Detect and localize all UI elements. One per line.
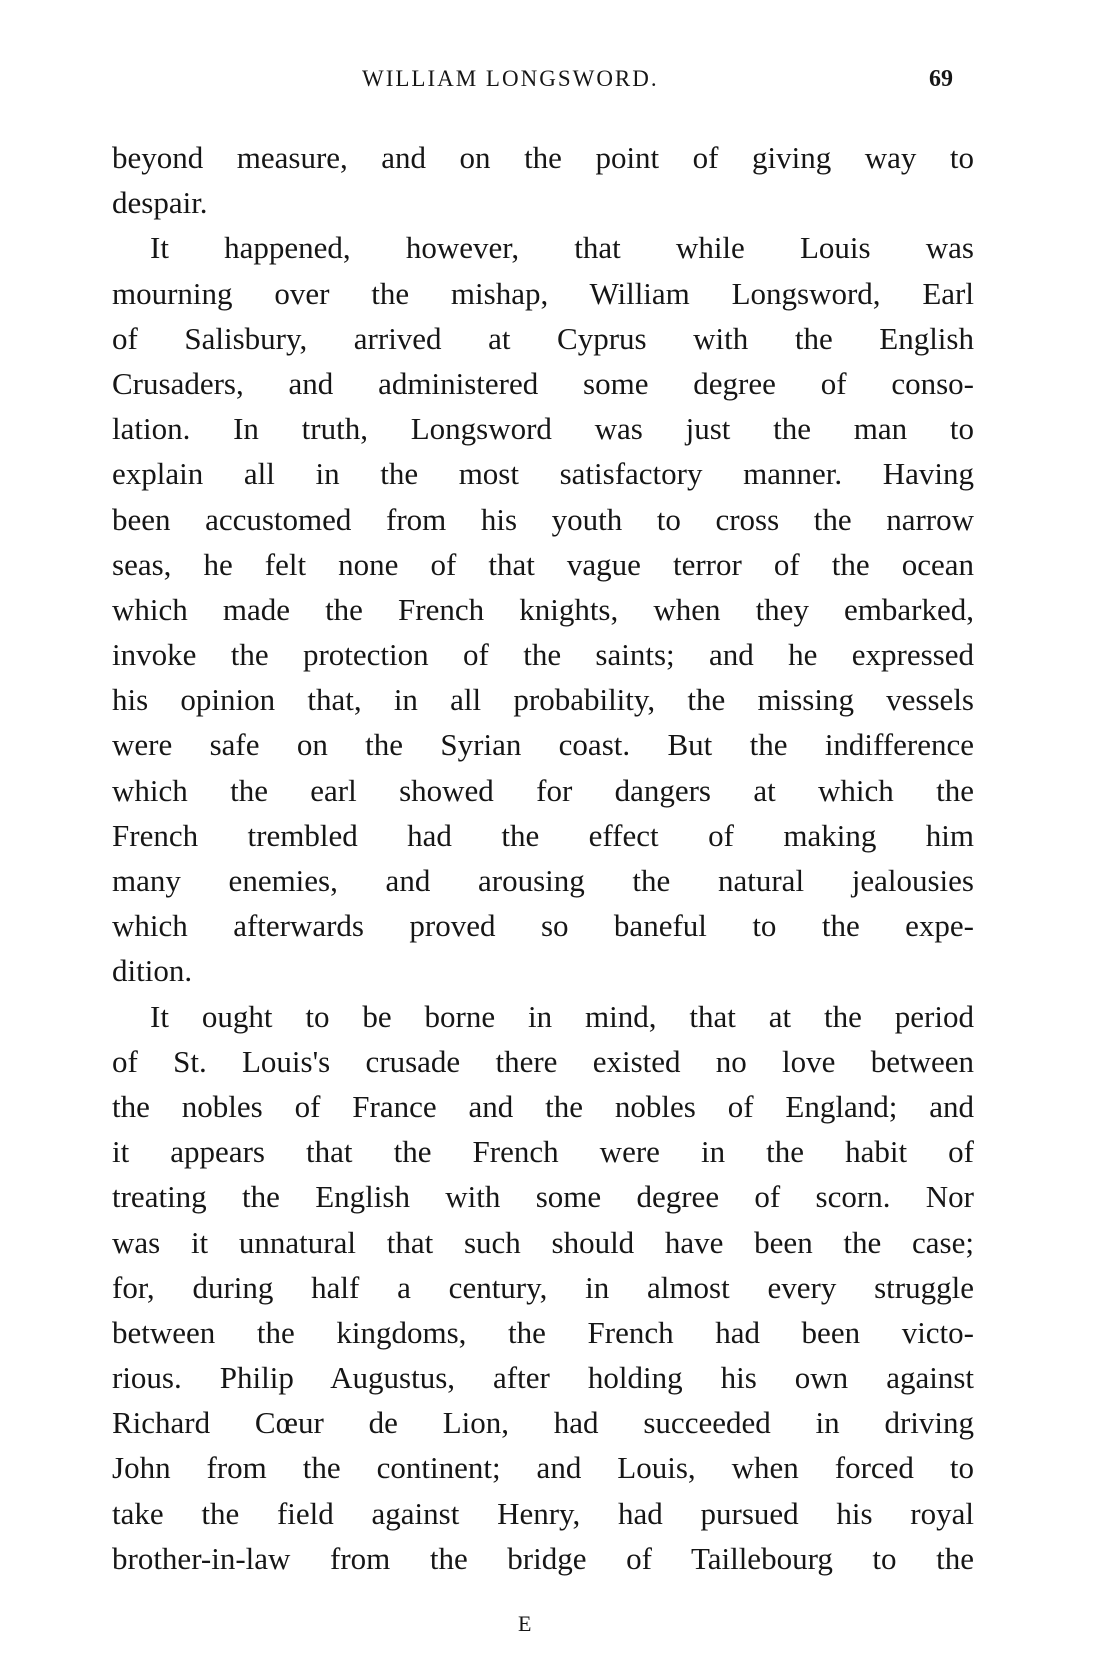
text-line: which made the French knights, when they embarked, [112,591,974,627]
text-line: brother-in-law from the bridge of Taillebourg to the [112,1540,974,1576]
text-line: which afterwards proved so baneful to the expe- [112,908,974,944]
text-line: treating the English with some degree of scorn. Nor [112,1179,974,1215]
running-title: WILLIAM LONGSWORD. [362,66,659,91]
text-line: Crusaders, and administered some degree of conso- [112,365,974,401]
text-line: many enemies, and arousing the natural jealousies [112,863,974,898]
text-line: It happened, however, that while Louis was [150,230,974,266]
text-line: of Salisbury, arrived at Cyprus with the English [112,320,974,356]
text-line: French trembled had the effect of making him [112,817,974,853]
text-line: were safe on the Syrian coast. But the indifference [112,727,974,763]
body-text [112,135,974,1581]
signature-mark: E [518,1611,532,1636]
text-line: take the field against Henry, had pursued his royal [112,1495,974,1531]
text-line: been accustomed from his youth to cross the narrow [112,501,974,537]
text-line: between the kingdoms, the French had been victo- [112,1314,974,1350]
text-line: the nobles of France and the nobles of England; and [112,1088,974,1124]
text-line: John from the continent; and Louis, when forced to [112,1450,974,1486]
text-line: mourning over the mishap, William Longsword, Earl [112,275,974,311]
text-line: dition. [112,953,193,989]
text-line: his opinion that, in all probability, the missing vessels [112,682,974,718]
text-line: seas, he felt none of that vague terror of the ocean [112,546,974,582]
text-line: rious. Philip Augustus, after holding his own against [112,1360,974,1396]
text-line: it appears that the French were in the habit of [112,1134,974,1170]
text-line: was it unnatural that such should have been the case; [112,1224,974,1260]
text-line: invoke the protection of the saints; and he expressed [112,637,974,673]
text-line: for, during half a century, in almost every struggle [112,1269,974,1305]
text-line: of St. Louis's crusade there existed no love between [112,1043,974,1079]
text-line: explain all in the most satisfactory manner. Having [112,456,974,492]
text-line: despair. [112,185,208,221]
page-number: 69 [929,66,953,92]
text-line: lation. In truth, Longsword was just the man to [112,411,974,447]
text-line: which the earl showed for dangers at which the [112,772,974,808]
text-line: beyond measure, and on the point of giving way to [112,140,974,175]
text-line: Richard Cœur de Lion, had succeeded in driving [112,1405,974,1441]
text-line: It ought to be borne in mind, that at the period [150,998,974,1034]
